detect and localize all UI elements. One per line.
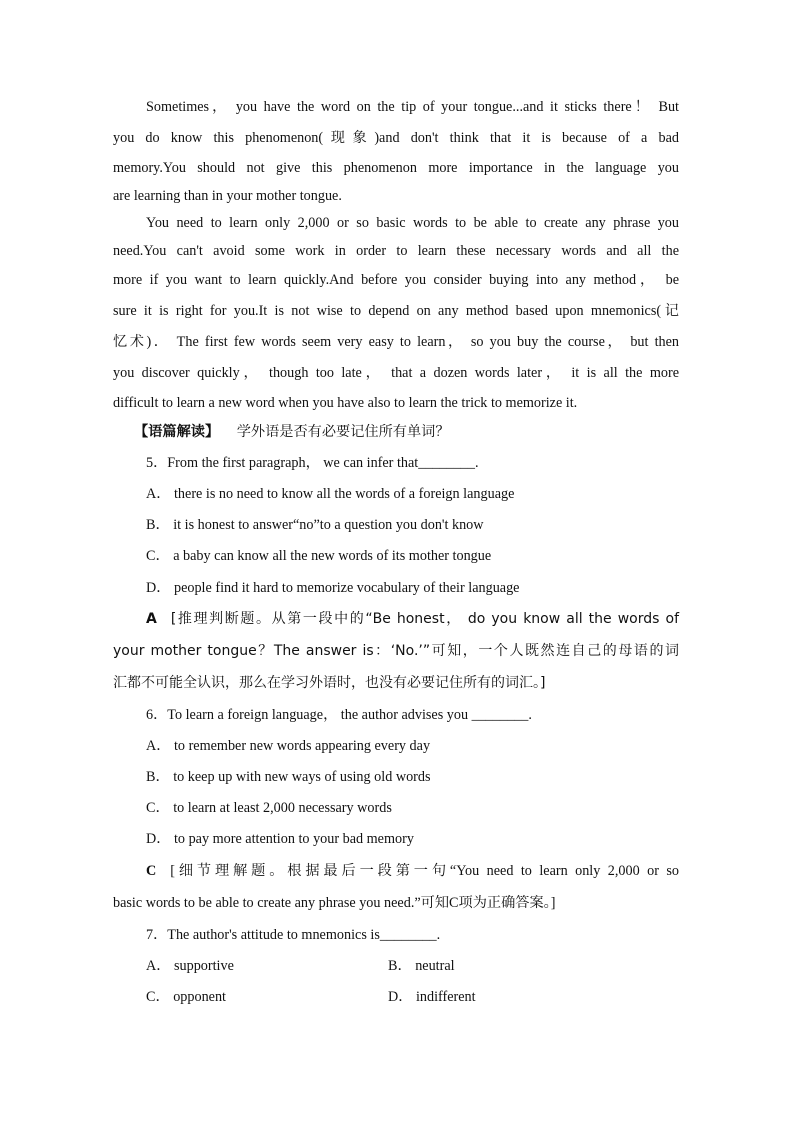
answer-letter: C <box>146 863 157 879</box>
answer-analysis: your mother tongue？The answer is：‘No.’”可知，一个人既然连自己的母语的词 <box>113 643 679 659</box>
passage-line: 忆术)． The first few words seem very easy to learn， so you buy the course， but then <box>113 334 679 350</box>
section-heading-text: 学外语是否有必要记住所有单词？ <box>236 424 450 440</box>
question-option: D． indifferent <box>388 989 476 1005</box>
passage-line: you do know this phenomenon(现象)and don't think that it is because of a bad <box>113 130 679 146</box>
question-option: B． it is honest to answer“no”to a question you don't know <box>146 517 484 533</box>
question-option: D． people find it hard to memorize vocabulary of their language <box>146 580 520 596</box>
passage-line: more if you want to learn quickly.And before you consider buying into any method， be <box>113 272 679 288</box>
question-option: A． there is no need to know all the words of a foreign language <box>146 486 515 502</box>
passage-line: sure it is right for you.It is not wise to depend on any method based upon mnemonics(记 <box>113 303 679 319</box>
question-option: C． a baby can know all the new words of its mother tongue <box>146 548 492 564</box>
passage-line: need.You can't avoid some work in order to learn these necessary words and all the <box>113 243 679 259</box>
question-option: C． opponent <box>146 989 226 1005</box>
passage-line: memory.You should not give this phenomenon more importance in the language you <box>113 160 679 176</box>
passage-line: you discover quickly， though too late， that a dozen words later， it is all the more <box>113 365 679 381</box>
question-stem: 5．From the first paragraph， we can infer that________. <box>146 455 479 471</box>
passage-line: You need to learn only 2,000 or so basic words to be able to create any phrase you <box>146 215 679 231</box>
answer-letter: A <box>146 611 157 627</box>
question-stem: 7．The author's attitude to mnemonics is________. <box>146 927 441 943</box>
answer-analysis: basic words to be able to create any phrase you need.”可知C项为正确答案。] <box>113 895 556 911</box>
section-heading <box>134 423 700 441</box>
section-heading-label: 【语篇解读】 <box>134 424 220 440</box>
question-option: D． to pay more attention to your bad memory <box>146 831 414 847</box>
passage-line: Sometimes， you have the word on the tip of your tongue...and it sticks there！ But <box>146 99 679 115</box>
question-option: B． neutral <box>388 958 455 974</box>
passage-line: difficult to learn a new word when you have also to learn the trick to memorize it. <box>113 395 578 411</box>
answer-analysis: C [细节理解题。根据最后一段第一句“You need to learn only 2,000 or so <box>146 863 679 879</box>
answer-analysis: A [推理判断题。从第一段中的“Be honest， do you know all the words of <box>146 611 679 627</box>
answer-analysis: 汇都不可能全认识，那么在学习外语时，也没有必要记住所有的词汇。] <box>113 675 546 691</box>
question-option: B． to keep up with new ways of using old words <box>146 769 431 785</box>
question-stem: 6．To learn a foreign language， the author advises you ________. <box>146 707 532 723</box>
question-option: A． to remember new words appearing every day <box>146 738 431 754</box>
question-option: A． supportive <box>146 958 234 974</box>
question-option: C． to learn at least 2,000 necessary words <box>146 800 392 816</box>
passage-line: are learning than in your mother tongue. <box>113 188 342 204</box>
question-option-row <box>146 988 679 1006</box>
question-option-row <box>146 957 679 975</box>
